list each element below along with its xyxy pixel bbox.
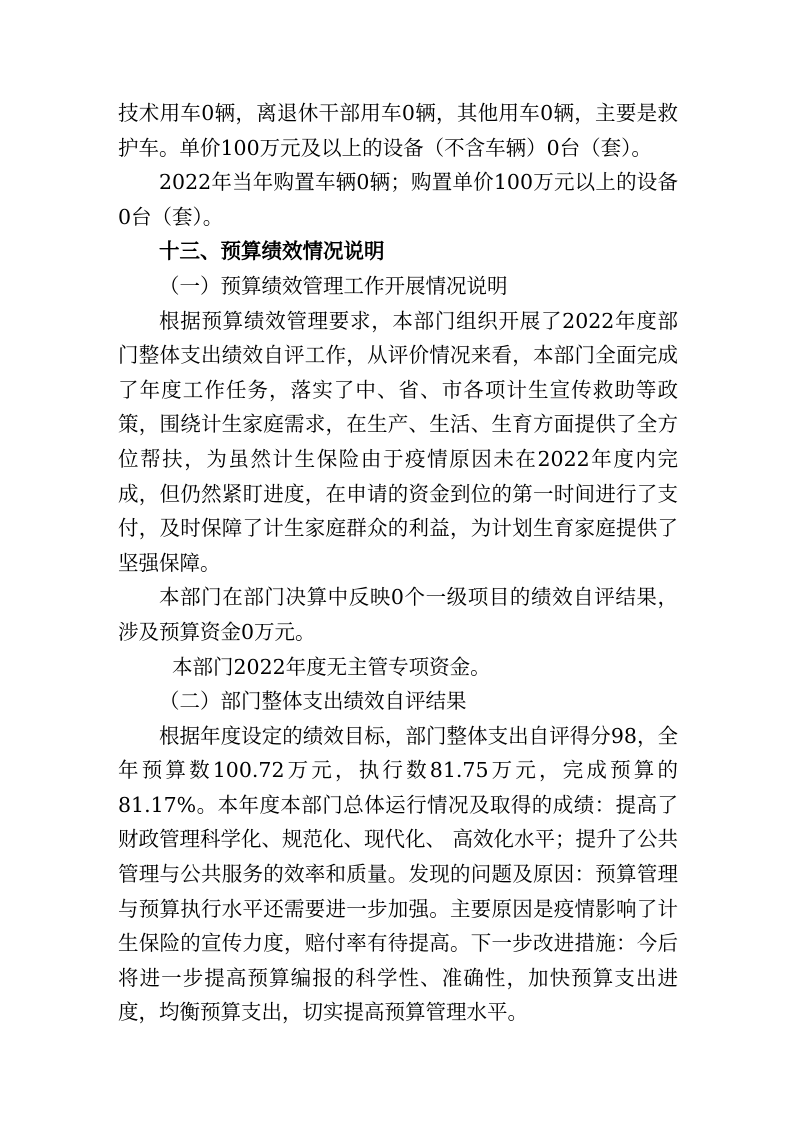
document-page <box>118 96 678 1030</box>
paragraph-special-funds: 本部门2022年度无主管专项资金。 <box>172 654 491 679</box>
section-heading-13: 十三、预算绩效情况说明 <box>159 239 385 264</box>
subsection-heading-1: （一）预算绩效管理工作开展情况说明 <box>159 273 508 298</box>
paragraph-overall-results: 根据年度设定的绩效目标，部门整体支出自评得分98，全年预算数100.72万元，执行数81.75万元，完成预算的81.17%。本年度本部门总体运行情况及取得的成绩：提高了财政管理科学化、规范化、现代化、 高效化水平；提升了公共管理与公共服务的效率和质量。发现的问题及原因：预算管理与预算执行水平还需要进一步加强。主要原因是疫情影响了计生保险的宣传力度，赔付率有待提高。下一步改进措施：今后将进一步提高预算编报的科学性、准确性，加快预算支出进度，均衡预算支出，切实提高预算管理水平。 <box>118 723 679 1025</box>
paragraph-vehicles: 技术用车0辆，离退休干部用车0辆，其他用车0辆，主要是救护车。单价100万元及以上的设备（不含车辆）0台（套）。 <box>118 101 678 160</box>
paragraph-project-results: 本部门在部门决算中反映0个一级项目的绩效自评结果，涉及预算资金0万元。 <box>118 585 678 644</box>
paragraph-purchases-2022: 2022年当年购置车辆0辆；购置单价100万元以上的设备0台（套）。 <box>118 170 678 229</box>
paragraph-self-evaluation: 根据预算绩效管理要求，本部门组织开展了2022年度部门整体支出绩效自评工作，从评价情况来看，本部门全面完成了年度工作任务，落实了中、省、市各项计生宣传救助等政策，围绕计生家庭需求，在生产、生活、生育方面提供了全方位帮扶，为虽然计生保险由于疫情原因未在2022年度内完成，但仍然紧盯进度，在申请的资金到位的第一时间进行了支付，及时保障了计生家庭群众的利益，为计划生育家庭提供了坚强保障。 <box>118 308 678 575</box>
subsection-heading-2: （二）部门整体支出绩效自评结果 <box>159 689 467 714</box>
